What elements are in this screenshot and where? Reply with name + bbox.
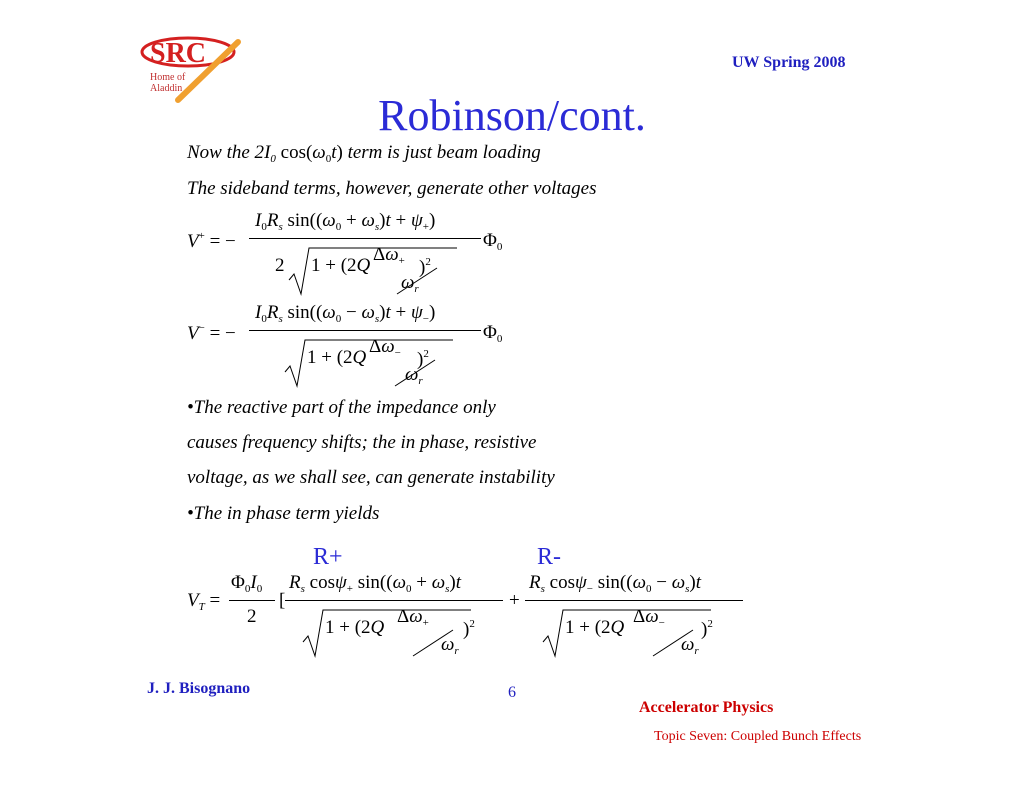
text-line-1 [187, 142, 541, 165]
footer-author: J. J. Bisognano [147, 680, 251, 697]
logo-sub1: Home of [150, 72, 186, 83]
bullet-1-line-1: •The reactive part of the impedance only [187, 397, 496, 418]
text-line-2: The sideband terms, however, generate other voltages [187, 178, 597, 199]
bullet-2: •The in phase term yields [187, 503, 380, 524]
r-plus-label: R+ [313, 544, 343, 570]
equation-v-minus: V− = − $I_0R_s$ $\sin((\omega_0 - \omega_s)t + \psi_-)$ $\Phi_0$ 1 + (2Q $\Delta\omega_-$ )$^2$ $\omega_r$ [187, 302, 503, 387]
bullet-1-line-3: voltage, as we shall see, can generate instability [187, 467, 555, 488]
page-number: 6 [508, 684, 516, 701]
equation-v-plus: V+ = − $I_0R_s$ $\sin((\omega_0 + \omega_s)t + \psi_+)$ $\Phi_0$ 2 1 + (2Q $\Delta\omega_+$ )$^2$ $\omega_r$ [187, 210, 503, 295]
equation-v-total: $V_T$ = $\Phi_0I_0$ 2 [ $R_s$ cosψ$_+$ $\sin((\omega_0 + \omega_s)t$ 1 + (2Q $\Delta\omega_+$ )$^2$ $\omega_r$ + $R_s$ cosψ$_-$ $\sin((\omega_0 - \omega_s)t$ 1 + (2Q $\Delta\omega_-$ )$^2$ $\omega_r$ [187, 570, 757, 660]
course-header: UW Spring 2008 [732, 54, 846, 71]
line1-start: Now the 2 [187, 142, 265, 163]
slide-title: Robinson/cont. [378, 91, 646, 140]
logo-text: SRC [150, 38, 207, 69]
line1-end: term is just beam loading [342, 142, 541, 163]
math-i0cos: $I_0$ $\cos(\omega_0t)$ [264, 142, 343, 165]
logo-sub2: Aladdin [150, 83, 183, 94]
footer-course-name: Accelerator Physics [639, 699, 774, 716]
r-minus-label: R- [537, 544, 561, 570]
footer-topic: Topic Seven: Coupled Bunch Effects [654, 729, 862, 744]
bullet-1-line-2: causes frequency shifts; the in phase, resistive [187, 432, 537, 453]
